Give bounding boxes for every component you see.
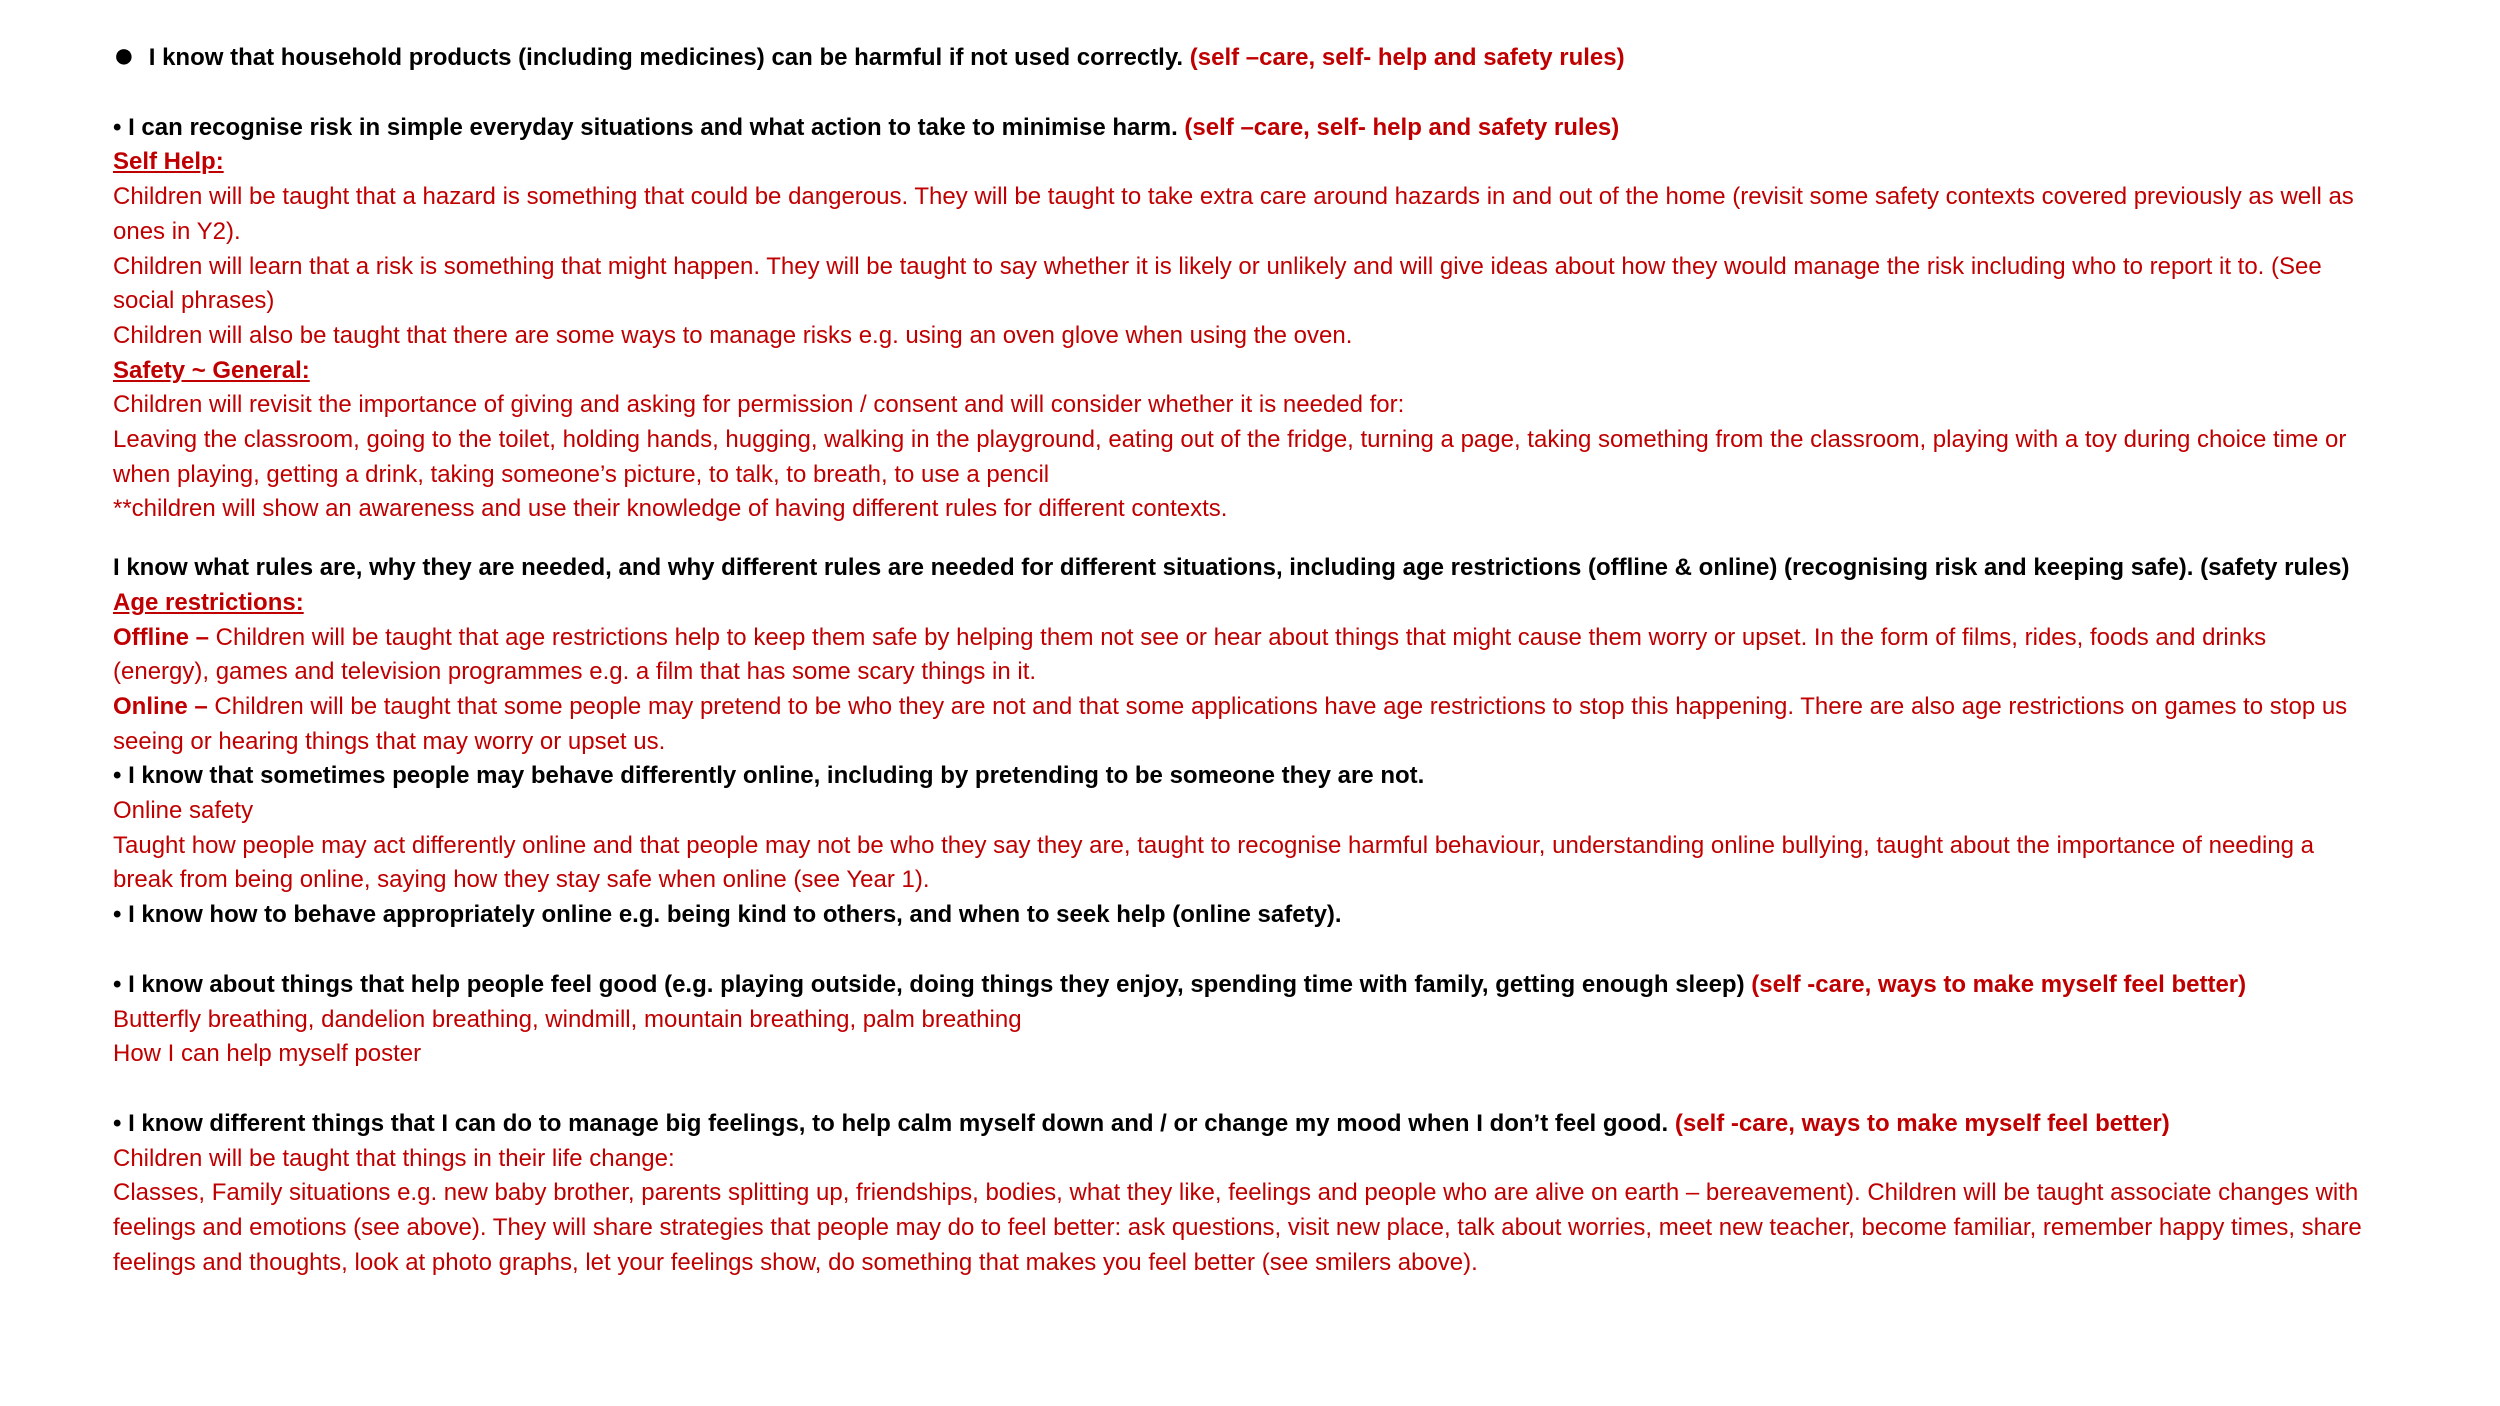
statement-tag: (self –care, self- help and safety rules) [1184,113,1620,141]
feel-good-paragraph-1: Butterfly breathing, dandelion breathing, windmill, mountain breathing, palm breathing [113,1005,1022,1033]
statement-behave-differently [113,759,2363,794]
statement-feel-good [113,968,2363,1003]
safety-paragraph-2: Leaving the classroom, going to the toilet, holding hands, hugging, walking in the playground, eating out of the fridge, turning a page, taking something from the classroom, playing with a toy during choice time or when playing, getting a drink, taking someone’s picture, to talk, to breath, to use a pencil [113,426,2347,488]
spacer [113,1072,2363,1107]
statement-household-products [113,34,2363,76]
change-paragraph-2: Classes, Family situations e.g. new baby brother, parents splitting up, friendships, bodies, what they like, feelings and people who are alive on earth – bereavement). Children will be taught associate changes with feelings and emotions (see above). They will share strategies that people may do to feel better: ask questions, visit new place, talk about worries, meet new teacher, become familiar, remember happy times, share feelings and thoughts, look at photo graphs, let your feelings show, do something that makes you feel better (see smilers above). [113,1179,2362,1276]
online-label: Online – [113,692,208,720]
statement-tag: (self -care, ways to make myself feel better) [1751,970,2247,998]
statement-tag: (self -care, ways to make myself feel better) [1674,1109,2170,1137]
statement-text: I can recognise risk in simple everyday situations and what action to take to minimise harm. [128,113,1178,141]
statement-rules: I know what rules are, why they are needed, and why different rules are needed for different situations, including age restrictions (offline & online) (recognising risk and keeping safe). (safety rules) [113,554,2350,582]
statement-text: I know that sometimes people may behave differently online, including by pretending to be someone they are not. [128,762,1425,790]
statement-text: I know how to behave appropriately online e.g. being kind to others, and when to seek help (online safety). [128,901,1342,929]
bullet-icon: ● [113,34,135,75]
heading-age-restrictions: Age restrictions: [113,588,304,616]
statement-text: I know about things that help people feel good (e.g. playing outside, doing things they enjoy, spending time with family, getting enough sleep) [128,970,1745,998]
safety-paragraph-3: **children will show an awareness and use their knowledge of having different rules for different contexts. [113,495,1228,523]
self-help-paragraph-2: Children will learn that a risk is something that might happen. They will be taught to say whether it is likely or unlikely and will give ideas about how they would manage the risk including who to report it to. (See social phrases) [113,252,2322,315]
age-offline-paragraph [113,621,2363,690]
online-safety-paragraph: Taught how people may act differently online and that people may not be who they say they are, taught to recognise harmful behaviour, understanding online bullying, taught about the importance of needing a break from being online, saying how they stay safe when online (see Year 1). [113,831,2315,894]
statement-big-feelings [113,1107,2363,1142]
statement-recognise-risk [113,111,2363,146]
bullet-icon: • [113,901,122,929]
statement-tag: (self –care, self- help and safety rules) [1189,44,1625,71]
heading-safety-general: Safety ~ General: [113,356,310,384]
heading-self-help: Self Help: [113,148,224,176]
self-help-paragraph-3: Children will also be taught that there are some ways to manage risks e.g. using an oven glove when using the oven. [113,321,1353,349]
self-help-paragraph-1: Children will be taught that a hazard is something that could be dangerous. They will be taught to take extra care around hazards in and out of the home (revisit some safety contexts covered previously as well as ones in Y2). [113,183,2354,245]
statement-text: I know different things that I can do to manage big feelings, to help calm myself down and / or change my mood when I don’t feel good. [128,1109,1669,1137]
document-page [113,34,2363,1281]
bullet-icon: • [113,762,122,790]
bullet-icon: • [113,113,122,141]
safety-paragraph-1: Children will revisit the importance of giving and asking for permission / consent and will consider whether it is needed for: [113,391,1405,419]
offline-text: Children will be taught that age restrictions help to keep them safe by helping them not see or hear about things that might cause them worry or upset. In the form of films, rides, foods and drinks (energy), games and television programmes e.g. a film that has some scary things in it. [113,623,2267,686]
offline-label: Offline – [113,623,210,651]
spacer [113,527,2363,551]
online-text: Children will be taught that some people may pretend to be who they are not and that some applications have age restrictions to stop this happening. There are also age restrictions on games to stop us seeing or hearing things that may worry or upset us. [113,692,2348,755]
bullet-icon: • [113,1109,122,1137]
spacer [113,933,2363,968]
change-paragraph-1: Children will be taught that things in their life change: [113,1144,675,1172]
spacer [113,76,2363,111]
feel-good-paragraph-2: How I can help myself poster [113,1040,422,1068]
heading-online-safety: Online safety [113,797,254,825]
age-online-paragraph [113,690,2363,759]
statement-behave-appropriately [113,898,2363,933]
bullet-icon: • [113,970,122,998]
statement-text: I know that household products (including medicines) can be harmful if not used correctly. [148,44,1184,71]
